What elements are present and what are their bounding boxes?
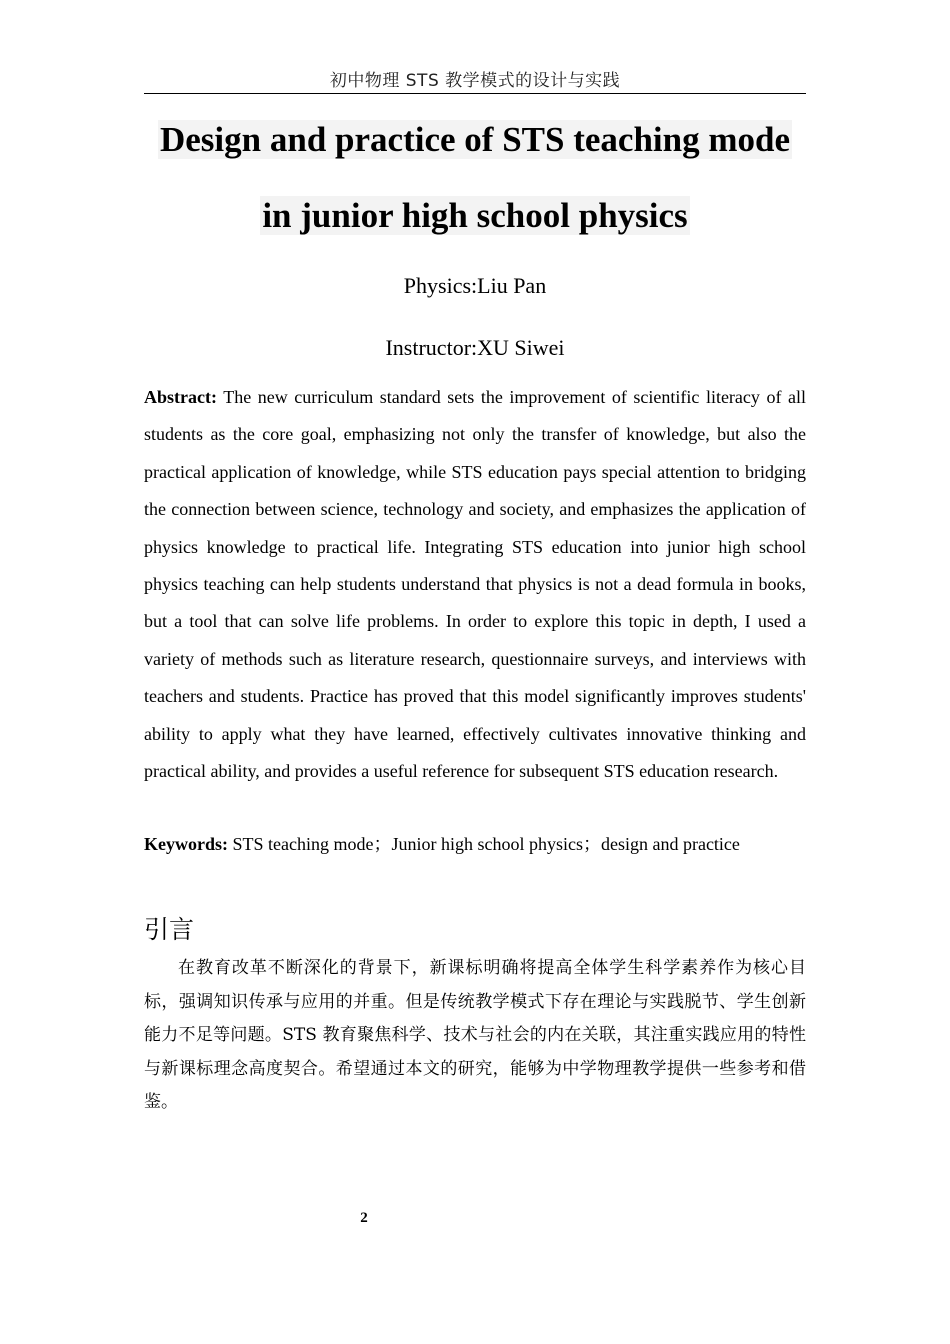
instructor-line: Instructor:XU Siwei	[385, 335, 565, 360]
introduction-paragraph: 在教育改革不断深化的背景下，新课标明确将提高全体学生科学素养作为核心目标，强调知识传承与应用的并重。但是传统教学模式下存在理论与实践脱节、学生创新能力不足等问题。STS 教育聚焦科学、技术与社会的内在关联，其注重实践应用的特性与新课标理念高度契合。希望通过本文的研究，能够为中学物理教学提供一些参考和借鉴。	[144, 958, 806, 1112]
abstract-text: The new curriculum standard sets the improvement of scientific literacy of all students as the core goal, emphasizing not only the transfer of knowledge, but also the practical application of knowledge, while STS education pays special attention to bridging the connection between science, technology and society, and emphasizes the application of physics knowledge to practical life. Integrating STS education into junior high school physics teaching can help students understand that physics is not a dead formula in books, but a tool that can solve life problems. In order to explore this topic in depth, I used a variety of methods such as literature research, questionnaire surveys, and interviews with teachers and students. Practice has proved that this model significantly improves students' ability to apply what they have learned, effectively cultivates innovative thinking and practical ability, and provides a useful reference for subsequent STS education research.	[144, 387, 806, 782]
keywords-label: Keywords:	[144, 834, 228, 854]
paper-title-line-2	[100, 194, 850, 238]
paper-title-line-1	[100, 118, 850, 162]
page-number: 2	[360, 1210, 368, 1226]
keywords-text: STS teaching mode；Junior high school physics；design and practice	[232, 834, 740, 854]
paper-title-text-1: Design and practice of STS teaching mode	[160, 120, 790, 159]
abstract-label: Abstract:	[144, 387, 217, 407]
header-divider	[144, 93, 806, 94]
abstract-paragraph	[144, 379, 806, 790]
paper-title-text-2: in junior high school physics	[262, 196, 688, 235]
running-header: 初中物理 STS 教学模式的设计与实践	[329, 71, 621, 91]
author-line: Physics:Liu Pan	[403, 273, 547, 298]
keywords-paragraph	[144, 829, 806, 859]
section-heading-introduction: 引言	[144, 915, 195, 944]
